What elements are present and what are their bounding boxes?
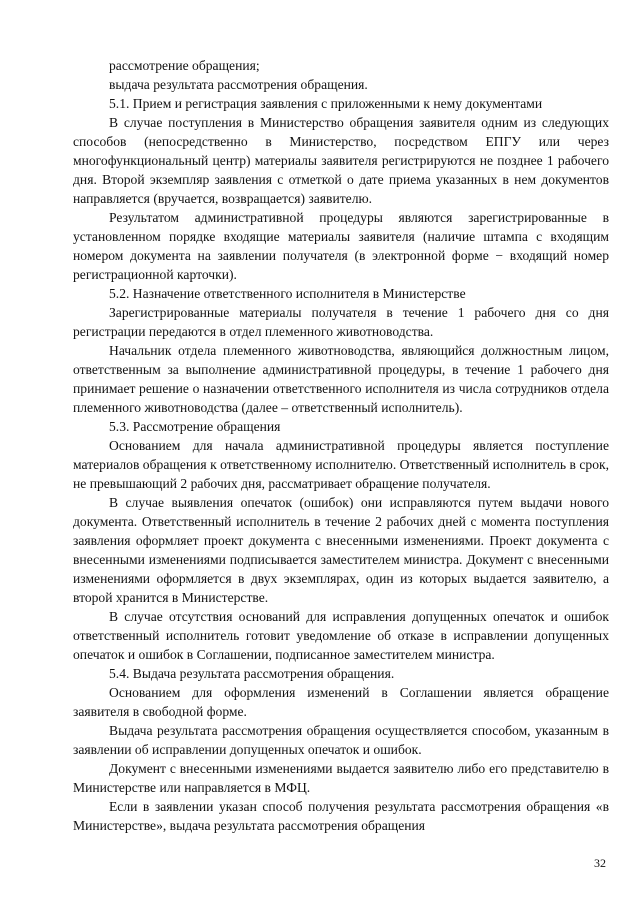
paragraph-10: Основанием для начала административной процедуры является поступление материалов обращения к ответственному исполнителю. Ответственный исполнитель в срок, не превышающий 2 рабочих дня, рассматривает обращение получателя. [73, 438, 609, 491]
section-heading-5-4: 5.4. Выдача результата рассмотрения обращения. [109, 666, 395, 681]
paragraph-8: Начальник отдела племенного животноводства, являющийся должностным лицом, ответственным за выполнение административной процедуры, в течение 1 рабочего дня принимает решение о назначении ответственного исполнителя из числа сотрудников отдела племенного животноводства (далее – ответственный исполнитель). [73, 343, 609, 415]
section-heading-5-3: 5.3. Рассмотрение обращения [109, 419, 281, 434]
paragraph-11: В случае выявления опечаток (ошибок) они исправляются путем выдачи нового документа. Ответственный исполнитель в течение 2 рабочих дней с момента поступления заявления оформляет проект документа с внесенными изменениями. Проект документа с внесенными изменениями подписывается заместителем министра. Документ с внесенными изменениями оформляется в двух экземплярах, один из которых выдается заявителю, а второй хранится в Министерстве. [73, 495, 609, 605]
section-heading-5-2: 5.2. Назначение ответственного исполнителя в Министерстве [109, 286, 466, 301]
document-body [73, 56, 609, 835]
paragraph-17: Если в заявлении указан способ получения результата рассмотрения обращения «в Министерстве», выдача результата рассмотрения обращения [73, 799, 609, 833]
paragraph-5: Результатом административной процедуры являются зарегистрированные в установленном порядке входящие материалы заявителя (наличие штампа с входящим номером документа на заявлении получателя (в электронной форме − входящий номер регистрационной карточки). [73, 210, 609, 282]
page-number: 32 [594, 856, 606, 870]
section-heading-5-1: 5.1. Прием и регистрация заявления с приложенными к нему документами [109, 96, 543, 111]
paragraph-14: Основанием для оформления изменений в Соглашении является обращение заявителя в свободной форме. [73, 685, 609, 719]
paragraph-12: В случае отсутствия оснований для исправления допущенных опечаток и ошибок ответственный исполнитель готовит уведомление об отказе в исправлении допущенных опечаток и ошибок в Соглашении, подписанное заместителем министра. [73, 609, 609, 662]
paragraph-15: Выдача результата рассмотрения обращения осуществляется способом, указанным в заявлении об исправлении допущенных опечаток и ошибок. [73, 723, 609, 757]
paragraph-16: Документ с внесенными изменениями выдается заявителю либо его представителю в Министерстве или направляется в МФЦ. [73, 761, 609, 795]
paragraph-2: выдача результата рассмотрения обращения. [109, 77, 368, 92]
paragraph-1: рассмотрение обращения; [109, 58, 260, 73]
paragraph-7: Зарегистрированные материалы получателя в течение 1 рабочего дня со дня регистрации передаются в отдел племенного животноводства. [73, 305, 609, 339]
paragraph-4: В случае поступления в Министерство обращения заявителя одним из следующих способов (непосредственно в Министерство, посредством ЕПГУ или через многофункциональный центр) материалы заявителя регистрируются не позднее 1 рабочего дня. Второй экземпляр заявления с отметкой о дате приема указанных в нем документов направляется (вручается, возвращается) заявителю. [73, 115, 609, 206]
